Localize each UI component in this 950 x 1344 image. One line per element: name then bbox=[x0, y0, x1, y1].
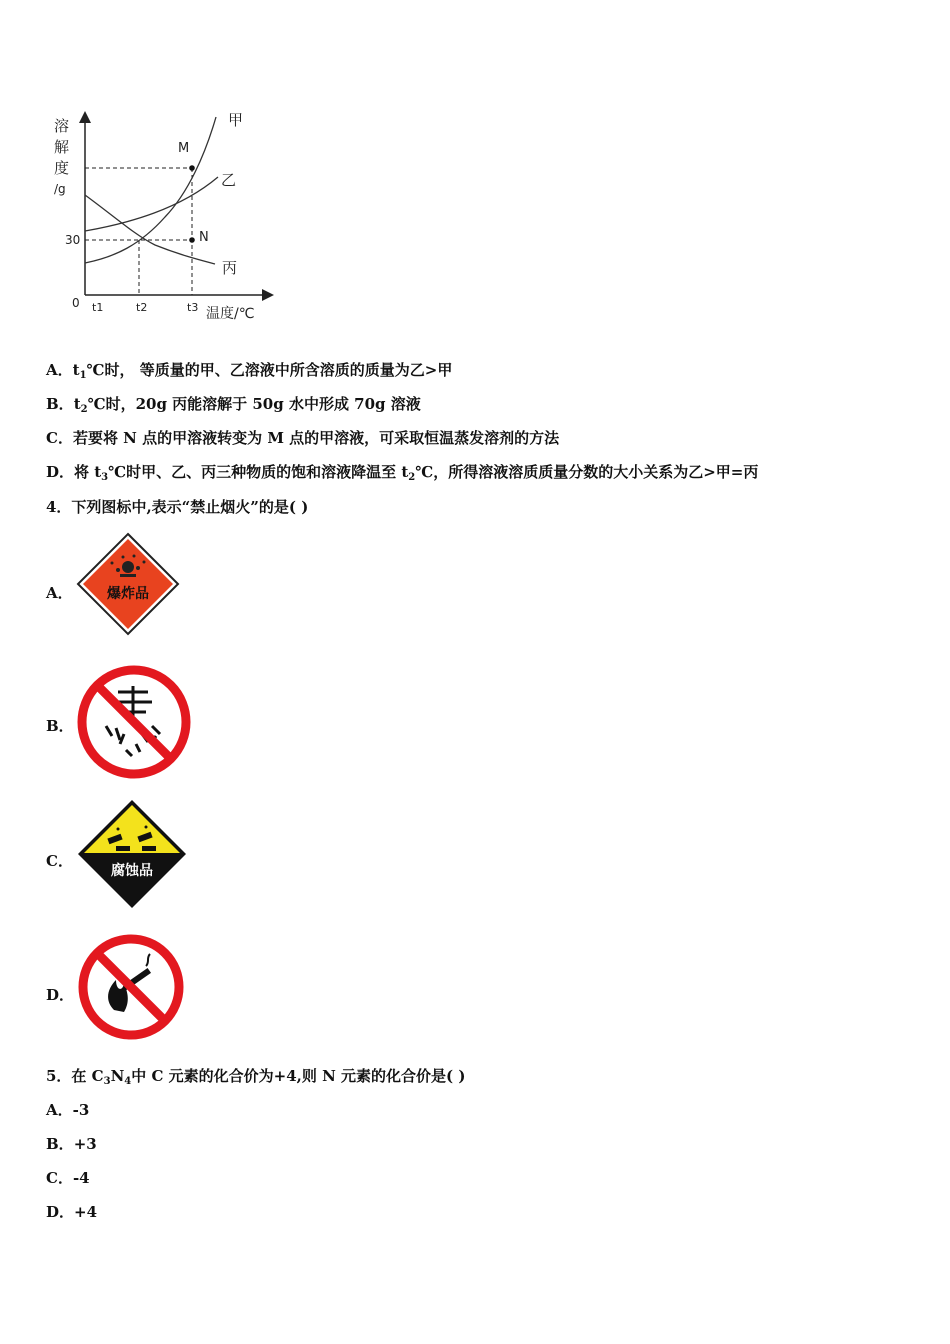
solubility-graph bbox=[40, 105, 280, 330]
q5-stem: 5．在 $C_3N_4$中 C 元素的化合价为+4,则 N 元素的化合价是( ) bbox=[46, 1067, 466, 1087]
curve-yi bbox=[85, 177, 218, 231]
explosive-sign-icon bbox=[76, 532, 180, 636]
q3-option-c: C．若要将 N 点的甲溶液转变为 M 点的甲溶液，可采取恒温蒸发溶剂的方法 bbox=[46, 429, 560, 447]
y-axis-label-1: 溶 bbox=[54, 117, 70, 135]
curve-label-jia: 甲 bbox=[228, 111, 244, 129]
q4-option-c-label: C． bbox=[46, 852, 73, 870]
point-m bbox=[189, 165, 195, 171]
y-axis-label-2: 解 bbox=[54, 138, 70, 156]
x-tick-t2: t2 bbox=[136, 301, 148, 314]
q3-option-a: A．$t_1℃$时， 等质量的甲、乙溶液中所含溶质的质量为乙>甲 bbox=[46, 361, 453, 381]
q4-option-b-label: B． bbox=[46, 717, 74, 735]
q5-option-d: D．+4 bbox=[46, 1203, 98, 1221]
q5-option-c: C．-4 bbox=[46, 1169, 90, 1187]
y-axis-label-4: /g bbox=[54, 182, 66, 196]
q5-option-b: B．+3 bbox=[46, 1135, 97, 1153]
corrosive-sign-text: 腐蚀品 bbox=[111, 863, 153, 879]
curve-label-bing: 丙 bbox=[222, 259, 238, 277]
point-n-label: N bbox=[199, 230, 209, 245]
q4-stem: 4．下列图标中,表示“禁止烟火”的是( ) bbox=[46, 498, 309, 516]
point-n bbox=[189, 237, 195, 243]
q3-option-b: B．$t_2℃$时，20g 丙能溶解于 50g 水中形成 70g 溶液 bbox=[46, 395, 421, 415]
origin-label: 0 bbox=[72, 296, 80, 310]
curve-bing bbox=[85, 195, 215, 264]
corrosive-sign-icon bbox=[76, 798, 188, 910]
y-axis-label-3: 度 bbox=[54, 159, 70, 177]
curve-label-yi: 乙 bbox=[221, 171, 237, 189]
q3-option-d: D．将 $t_3℃$时甲、乙、丙三种物质的饱和溶液降温至 $t_2℃$，所得溶液溶质质量分数的大小关系为乙>甲=丙 bbox=[46, 463, 759, 483]
q4-option-a-label: A． bbox=[46, 584, 73, 602]
x-tick-t3: t3 bbox=[187, 301, 199, 314]
no-smoking-no-fire-sign-icon bbox=[76, 932, 186, 1042]
q4-option-d-label: D． bbox=[46, 986, 75, 1004]
point-m-label: M bbox=[178, 141, 190, 156]
no-fireworks-sign-icon bbox=[76, 664, 192, 780]
y-tick-30: 30 bbox=[65, 233, 81, 247]
explosive-sign-text: 爆炸品 bbox=[107, 586, 149, 602]
x-tick-t1: t1 bbox=[92, 301, 104, 314]
curve-jia bbox=[85, 117, 216, 263]
q5-option-a: A．-3 bbox=[46, 1101, 90, 1119]
x-axis-label: 温度/℃ bbox=[206, 306, 255, 322]
